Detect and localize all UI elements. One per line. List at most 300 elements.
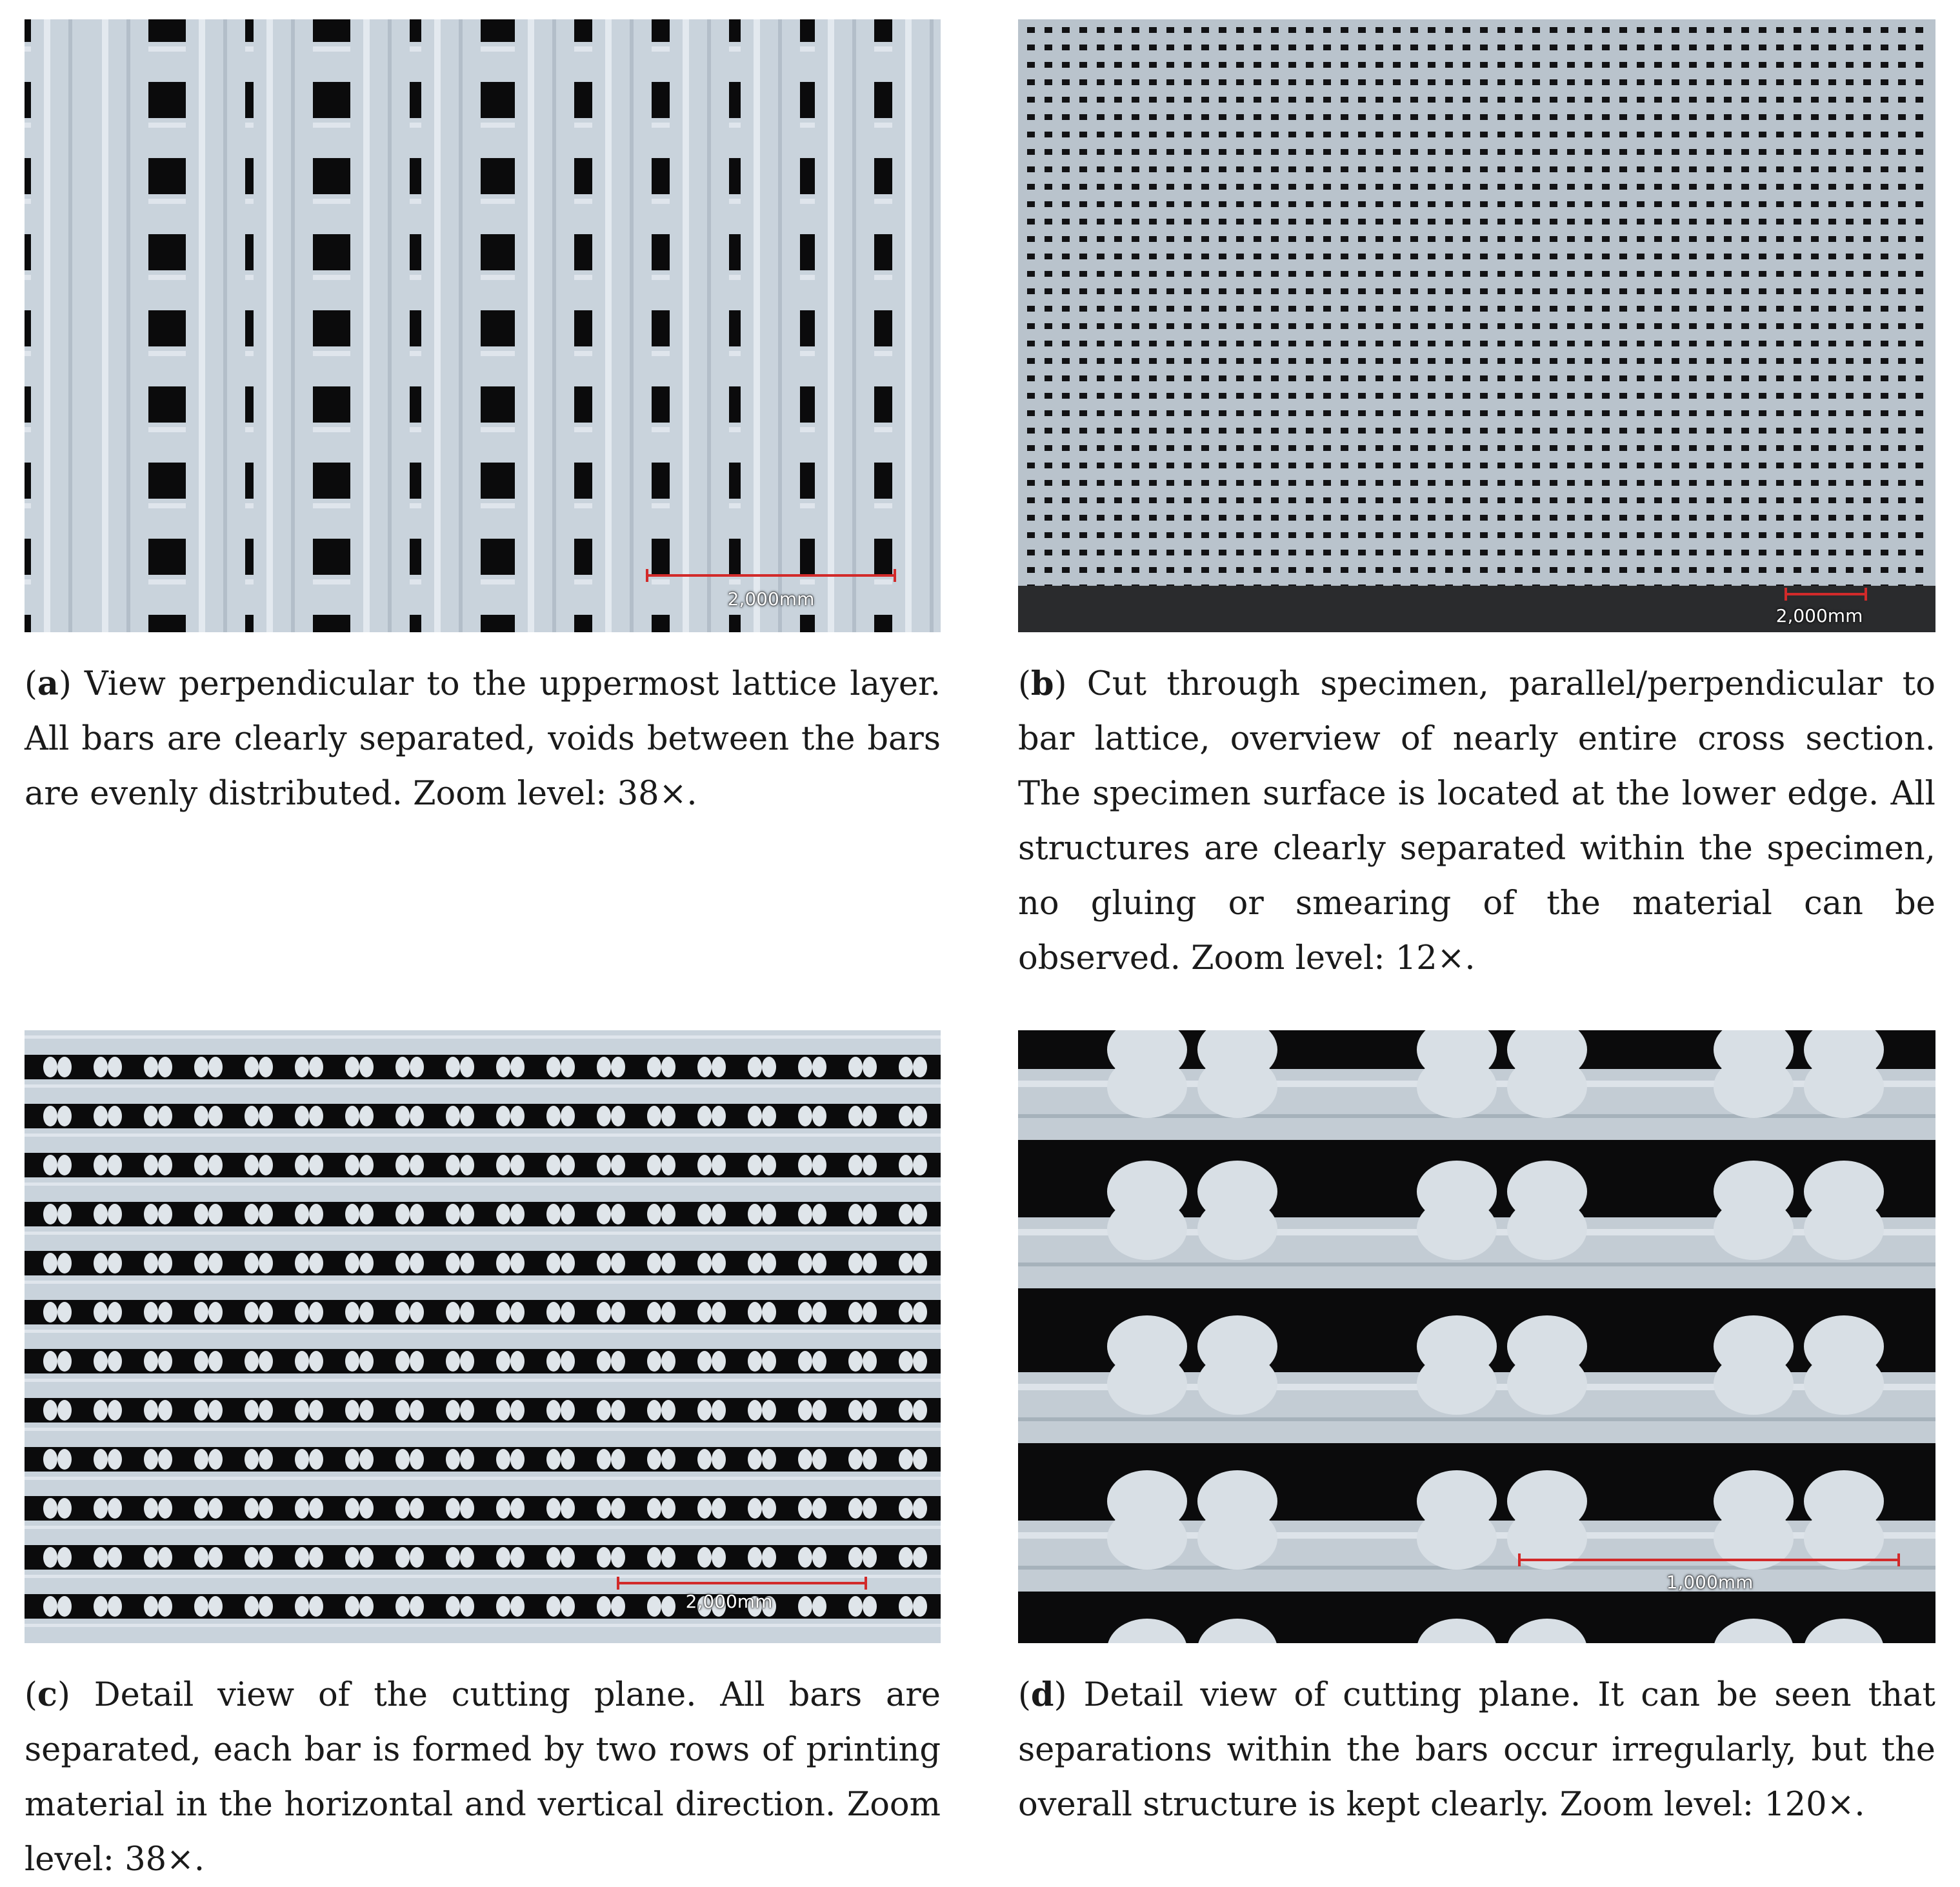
lattice-void [1741, 463, 1749, 468]
bar-cross-section [561, 1547, 575, 1568]
lattice-void [1915, 184, 1923, 190]
bar-highlight [25, 1035, 941, 1039]
lattice-void [1375, 236, 1383, 242]
lattice-void [1724, 149, 1732, 155]
lattice-void [1567, 288, 1575, 294]
lattice-void [1288, 45, 1296, 50]
lattice-void [1811, 497, 1819, 503]
caption-b-text: Cut through specimen, parallel/perpendicular to bar lattice, overview of nearly entire cross section. The specimen surface is located at the lower edge. All structures are clearly separated within the specimen, no gluing or smearing of the material can be observed. Zoom level: 12×. [1018, 665, 1935, 977]
lattice-void [1724, 323, 1732, 329]
bar-cross-section [94, 1106, 108, 1126]
lattice-void [1497, 27, 1505, 33]
bar-cross-section [597, 1155, 611, 1175]
lattice-void [1550, 497, 1557, 503]
lattice-void [1236, 271, 1244, 277]
lattice-void [1045, 79, 1052, 85]
bar-cross-section [748, 1498, 762, 1519]
lattice-void [1375, 428, 1383, 434]
lattice-void [1166, 463, 1174, 468]
bar-cross-section [359, 1204, 374, 1224]
bar-cross-section [661, 1204, 675, 1224]
bar-cross-section [57, 1400, 72, 1421]
lattice-void [1794, 393, 1801, 399]
bar-cross-section [899, 1106, 913, 1126]
bar-cross-section [245, 1547, 259, 1568]
lattice-void [1463, 166, 1470, 172]
lattice-void [1358, 358, 1366, 364]
lattice-void [1201, 27, 1209, 33]
lattice-void [1794, 428, 1801, 434]
lattice-void [1724, 132, 1732, 137]
lattice-void [1445, 532, 1453, 538]
bar-highlight [44, 19, 50, 632]
lattice-void [1863, 532, 1871, 538]
bar-cross-section [410, 1449, 424, 1470]
lattice-void [1497, 358, 1505, 364]
bar-cross-section [194, 1596, 208, 1617]
lattice-void [1515, 149, 1523, 155]
lattice-void [1045, 567, 1052, 573]
lattice-void [1724, 79, 1732, 85]
lattice-void [1219, 515, 1226, 521]
lattice-void [1915, 254, 1923, 259]
lattice-void [1271, 166, 1279, 172]
lattice-void [1846, 341, 1854, 346]
lattice-void [1776, 201, 1784, 207]
bar-cross-section [546, 1302, 561, 1323]
bar-cross-section [712, 1400, 726, 1421]
lattice-void [1149, 254, 1157, 259]
lattice-void [1062, 166, 1070, 172]
lattice-void [1672, 254, 1679, 259]
bar-cross-section [647, 1204, 661, 1224]
bar-highlight [25, 427, 941, 432]
lattice-void [1776, 428, 1784, 434]
lattice-void [1881, 341, 1888, 346]
lattice-void [1776, 114, 1784, 120]
lattice-void [1794, 219, 1801, 225]
bar-cross-section [208, 1106, 223, 1126]
lattice-void [1602, 79, 1610, 85]
bar-cross-section [899, 1351, 913, 1372]
bar-cross-section [546, 1596, 561, 1617]
lattice-void [1828, 45, 1836, 50]
bar-groove [707, 19, 711, 632]
lattice-void [1811, 62, 1819, 68]
lattice-void [1550, 375, 1557, 381]
lattice-void [1811, 236, 1819, 242]
lattice-void [1463, 358, 1470, 364]
lattice-void [1341, 236, 1348, 242]
lattice-void [1341, 497, 1348, 503]
lattice-void [1497, 114, 1505, 120]
lattice-void [1689, 497, 1697, 503]
lattice-void [1079, 567, 1087, 573]
lattice-void [1062, 236, 1070, 242]
lattice-void [1619, 375, 1627, 381]
bar-cross-section [611, 1253, 625, 1273]
lattice-void [1567, 393, 1575, 399]
lattice-void [1741, 358, 1749, 364]
lattice-void [1184, 97, 1192, 103]
lattice-void [1062, 550, 1070, 555]
lattice-void [1027, 480, 1035, 486]
lattice-void [1672, 393, 1679, 399]
lattice-void [1114, 410, 1122, 416]
lattice-void [1027, 393, 1035, 399]
bar-highlight [25, 199, 941, 204]
lattice-void [1619, 288, 1627, 294]
lattice-void [1550, 254, 1557, 259]
lattice-void [1776, 45, 1784, 50]
lattice-void [1654, 341, 1662, 346]
lattice-void [1149, 62, 1157, 68]
lattice-void [1201, 114, 1209, 120]
bar-cross-section [345, 1057, 359, 1077]
lattice-void [1724, 463, 1732, 468]
lattice-void [1358, 288, 1366, 294]
lattice-void [1863, 567, 1871, 573]
bar-cross-section [561, 1106, 575, 1126]
lattice-void [1654, 114, 1662, 120]
lattice-void [1811, 288, 1819, 294]
lattice-void [1706, 567, 1714, 573]
lattice-void [1480, 515, 1488, 521]
lattice-void [1306, 201, 1314, 207]
lattice-void [1288, 184, 1296, 190]
lattice-void [1410, 27, 1418, 33]
lattice-void [1166, 97, 1174, 103]
lattice-void [1184, 497, 1192, 503]
lattice-void [1428, 393, 1435, 399]
lattice-void [1045, 323, 1052, 329]
lattice-void [1132, 341, 1139, 346]
lattice-void [1794, 375, 1801, 381]
lattice-void [1323, 79, 1331, 85]
bar-cross-section [913, 1253, 927, 1273]
lattice-void [1619, 184, 1627, 190]
lattice-void [1463, 271, 1470, 277]
lattice-void [1567, 480, 1575, 486]
lattice-void [1515, 27, 1523, 33]
bar-cross-section [647, 1449, 661, 1470]
lattice-void [1863, 79, 1871, 85]
lattice-void [1079, 428, 1087, 434]
lattice-void [1706, 463, 1714, 468]
lattice-void [1619, 428, 1627, 434]
lattice-void [1863, 497, 1871, 503]
bar-cross-section [460, 1253, 474, 1273]
lattice-void [1236, 323, 1244, 329]
lattice-void [1550, 428, 1557, 434]
bar-cross-section [295, 1155, 309, 1175]
bar-cross-section [108, 1449, 122, 1470]
lattice-void [1811, 132, 1819, 137]
bar-cross-section [1804, 1353, 1884, 1415]
lattice-void [1619, 358, 1627, 364]
lattice-void [1637, 184, 1645, 190]
bar-cross-section [762, 1547, 776, 1568]
lattice-void [1358, 567, 1366, 573]
bar-cross-section [546, 1498, 561, 1519]
lattice-void [1166, 532, 1174, 538]
lattice-void [1375, 306, 1383, 312]
bar-cross-section [295, 1204, 309, 1224]
bar-cross-section [848, 1400, 863, 1421]
lattice-void [1236, 358, 1244, 364]
lattice-void [1306, 62, 1314, 68]
bar-cross-section [611, 1449, 625, 1470]
bar-cross-section [259, 1498, 273, 1519]
lattice-void [1114, 480, 1122, 486]
lattice-void [1410, 149, 1418, 155]
lattice-void [1654, 79, 1662, 85]
bar-cross-section [661, 1596, 675, 1617]
bar-cross-section [309, 1498, 323, 1519]
lattice-void [1428, 567, 1435, 573]
bar-cross-section [798, 1400, 812, 1421]
bar-cross-section [863, 1253, 877, 1273]
lattice-void [1254, 254, 1261, 259]
lattice-void [1672, 532, 1679, 538]
lattice-void [1776, 550, 1784, 555]
bar-cross-section [359, 1351, 374, 1372]
lattice-void [1375, 184, 1383, 190]
bar-cross-section [208, 1400, 223, 1421]
lattice-void [1619, 497, 1627, 503]
bar-cross-section [57, 1204, 72, 1224]
lattice-void [1236, 97, 1244, 103]
lattice-void [1236, 428, 1244, 434]
bar-cross-section [812, 1547, 826, 1568]
lattice-void [1114, 341, 1122, 346]
lattice-void [1358, 45, 1366, 50]
scalebar-d [1519, 1559, 1899, 1561]
bar-cross-section [345, 1155, 359, 1175]
lattice-void [1201, 184, 1209, 190]
lattice-void [1410, 201, 1418, 207]
horizontal-bar [25, 1472, 941, 1496]
lattice-void [1794, 445, 1801, 451]
bar-cross-section [446, 1155, 460, 1175]
bar-cross-section [863, 1057, 877, 1077]
lattice-void [1323, 97, 1331, 103]
bar-cross-section [899, 1155, 913, 1175]
lattice-void [1689, 550, 1697, 555]
lattice-void [1846, 132, 1854, 137]
lattice-void [1811, 445, 1819, 451]
lattice-void [1915, 27, 1923, 33]
lattice-void [1358, 532, 1366, 538]
lattice-void [1114, 219, 1122, 225]
bar-groove [126, 19, 130, 632]
lattice-void [1637, 306, 1645, 312]
lattice-void [1846, 358, 1854, 364]
lattice-void [1515, 306, 1523, 312]
lattice-void [1341, 445, 1348, 451]
bar-cross-section [295, 1351, 309, 1372]
bar-cross-section [208, 1547, 223, 1568]
lattice-void [1759, 79, 1766, 85]
lattice-void [1201, 132, 1209, 137]
lattice-void [1654, 532, 1662, 538]
lattice-void [1184, 323, 1192, 329]
lattice-void [1567, 79, 1575, 85]
lattice-void [1689, 341, 1697, 346]
lattice-void [1445, 45, 1453, 50]
lattice-void [1393, 149, 1401, 155]
bar-cross-section [597, 1204, 611, 1224]
bar-cross-section [144, 1449, 158, 1470]
lattice-void [1550, 114, 1557, 120]
lattice-void [1515, 497, 1523, 503]
lattice-void [1393, 463, 1401, 468]
bar-cross-section [848, 1204, 863, 1224]
lattice-void [1828, 445, 1836, 451]
lattice-void [1166, 132, 1174, 137]
lattice-void [1550, 62, 1557, 68]
lattice-void [1149, 27, 1157, 33]
lattice-void [1463, 323, 1470, 329]
lattice-void [1375, 393, 1383, 399]
lattice-void [1828, 201, 1836, 207]
lattice-void [1271, 45, 1279, 50]
scalebar-c [618, 1582, 866, 1584]
lattice-void [1863, 428, 1871, 434]
lattice-void [1166, 184, 1174, 190]
bar-cross-section [446, 1351, 460, 1372]
lattice-void [1532, 97, 1540, 103]
lattice-void [1323, 480, 1331, 486]
lattice-void [1497, 132, 1505, 137]
bar-cross-section [597, 1498, 611, 1519]
lattice-void [1375, 550, 1383, 555]
lattice-void [1358, 515, 1366, 521]
lattice-void [1881, 166, 1888, 172]
bar-highlight [25, 1575, 941, 1578]
bar-cross-section [395, 1400, 410, 1421]
lattice-void [1097, 132, 1105, 137]
lattice-void [1828, 271, 1836, 277]
lattice-void [1724, 567, 1732, 573]
lattice-void [1724, 358, 1732, 364]
bar-cross-section [712, 1253, 726, 1273]
lattice-void [1602, 323, 1610, 329]
lattice-void [1567, 132, 1575, 137]
lattice-void [1881, 271, 1888, 277]
lattice-void [1428, 236, 1435, 242]
bar-groove [1018, 1263, 1935, 1266]
lattice-void [1306, 341, 1314, 346]
lattice-void [1062, 219, 1070, 225]
bar-cross-section [259, 1400, 273, 1421]
lattice-void [1219, 375, 1226, 381]
lattice-void [1306, 132, 1314, 137]
lattice-void [1166, 236, 1174, 242]
bar-cross-section [345, 1498, 359, 1519]
lattice-void [1236, 410, 1244, 416]
lattice-void [1097, 254, 1105, 259]
lattice-void [1672, 45, 1679, 50]
bar-cross-section [812, 1302, 826, 1323]
lattice-void [1881, 532, 1888, 538]
lattice-void [1375, 62, 1383, 68]
lattice-void [1062, 79, 1070, 85]
lattice-void [1428, 45, 1435, 50]
lattice-void [1898, 132, 1906, 137]
lattice-void [1184, 166, 1192, 172]
lattice-void [1114, 358, 1122, 364]
bar-cross-section [295, 1449, 309, 1470]
lattice-void [1062, 62, 1070, 68]
bar-cross-section [913, 1204, 927, 1224]
lattice-void [1515, 550, 1523, 555]
lattice-void [1201, 550, 1209, 555]
lattice-void [1097, 550, 1105, 555]
bar-cross-section [848, 1498, 863, 1519]
lattice-void [1201, 288, 1209, 294]
bar-cross-section [712, 1155, 726, 1175]
lattice-void [1776, 79, 1784, 85]
lattice-void [1550, 306, 1557, 312]
lattice-void [1149, 306, 1157, 312]
lattice-void [1358, 550, 1366, 555]
lattice-void [1828, 236, 1836, 242]
lattice-void [1724, 62, 1732, 68]
lattice-void [1497, 201, 1505, 207]
lattice-void [1045, 375, 1052, 381]
lattice-void [1358, 428, 1366, 434]
lattice-void [1915, 97, 1923, 103]
lattice-void [1672, 271, 1679, 277]
bar-cross-section [913, 1057, 927, 1077]
lattice-void [1393, 375, 1401, 381]
lattice-void [1306, 567, 1314, 573]
bar-cross-section [798, 1057, 812, 1077]
lattice-void [1515, 323, 1523, 329]
lattice-void [1863, 236, 1871, 242]
bar-cross-section [309, 1351, 323, 1372]
lattice-void [1097, 219, 1105, 225]
lattice-void [1846, 375, 1854, 381]
lattice-void [1393, 323, 1401, 329]
bar-cross-section [194, 1547, 208, 1568]
bar-groove [223, 19, 227, 632]
lattice-void [1410, 62, 1418, 68]
lattice-void [1445, 341, 1453, 346]
bar-cross-section [561, 1302, 575, 1323]
lattice-void [1497, 550, 1505, 555]
bar-cross-section [510, 1547, 525, 1568]
lattice-void [1619, 410, 1627, 416]
lattice-void [1585, 515, 1592, 521]
lattice-void [1219, 236, 1226, 242]
lattice-void [1184, 149, 1192, 155]
lattice-void [1846, 567, 1854, 573]
lattice-void [1585, 236, 1592, 242]
bar-cross-section [295, 1253, 309, 1273]
lattice-void [1254, 132, 1261, 137]
lattice-void [1915, 271, 1923, 277]
bar-cross-section [913, 1498, 927, 1519]
bar-cross-section [460, 1106, 474, 1126]
lattice-void [1114, 428, 1122, 434]
bar-cross-section [712, 1351, 726, 1372]
lattice-void [1166, 358, 1174, 364]
bar-cross-section [611, 1400, 625, 1421]
lattice-void [1794, 480, 1801, 486]
bar-cross-section [359, 1302, 374, 1323]
